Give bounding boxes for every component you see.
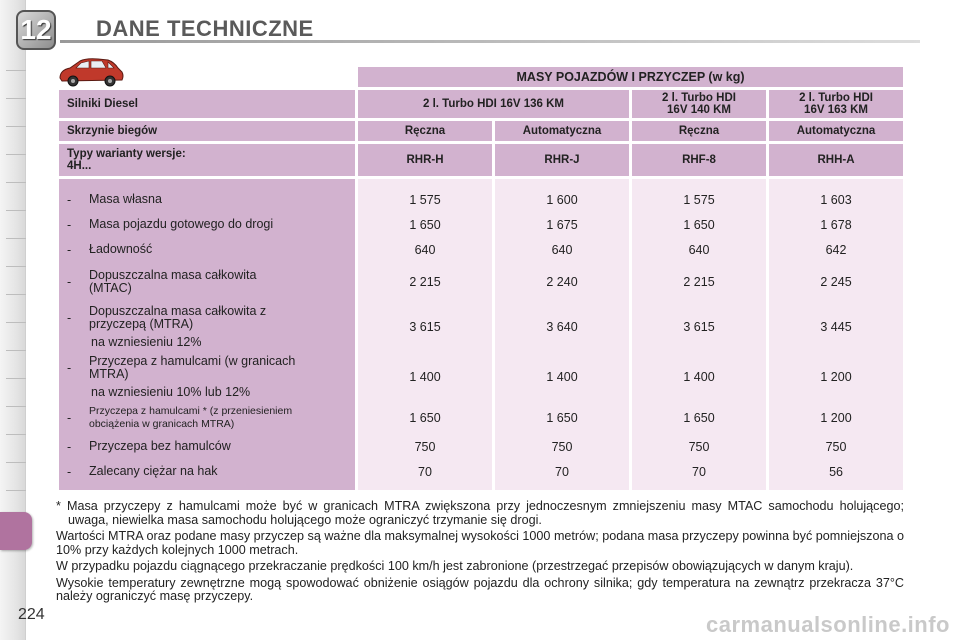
type-2: RHR-J bbox=[495, 144, 629, 176]
row-value: 3 640 bbox=[546, 320, 578, 334]
engine-163-line1: 2 l. Turbo HDI bbox=[799, 92, 873, 104]
value-column-2 bbox=[495, 179, 629, 490]
row-dash: - bbox=[67, 361, 72, 375]
binder-edge bbox=[0, 0, 26, 640]
row-dash: - bbox=[67, 439, 72, 454]
row-label-line bbox=[65, 305, 349, 331]
row-value: 2 215 bbox=[683, 275, 715, 289]
row-value: 56 bbox=[829, 464, 843, 479]
row-sublabel: na wzniesieniu 12% bbox=[91, 335, 202, 349]
engine-163-line2: 16V 163 KM bbox=[804, 104, 868, 116]
engine-label: Silniki Diesel bbox=[59, 90, 355, 118]
row-label-line bbox=[65, 193, 349, 207]
engine-136-text: 2 l. Turbo HDI 16V 136 KM bbox=[422, 98, 564, 110]
note-speed: W przypadku pojazdu ciągnącego przekraczanie prędkości 100 km/h jest zabronione (przestrzegać przepisów obowiązujących w danym kraju). bbox=[56, 559, 854, 573]
row-dash: - bbox=[67, 242, 72, 257]
mass-table bbox=[56, 64, 906, 493]
row-label-text bbox=[89, 465, 218, 478]
value-column-4 bbox=[769, 179, 903, 490]
row-value: 640 bbox=[688, 242, 710, 257]
row-label bbox=[65, 434, 349, 459]
row-label-part: Przyczepa z hamulcami * (z przeniesieniem bbox=[89, 405, 293, 417]
row-dash: - bbox=[67, 275, 72, 289]
edge-notch bbox=[6, 70, 26, 71]
row-label-part: obciążenia w granicach MTRA) bbox=[89, 418, 235, 430]
engine-140 bbox=[632, 90, 766, 118]
engine-row bbox=[59, 90, 903, 118]
row-label bbox=[65, 402, 349, 434]
row-dash: - bbox=[67, 464, 72, 479]
chapter-number: 12 bbox=[20, 14, 52, 45]
row-value: 1 575 bbox=[409, 192, 441, 207]
watermark: carmanualsonline.info bbox=[706, 612, 950, 637]
row-value: 1 603 bbox=[820, 192, 852, 207]
edge-notch bbox=[6, 210, 26, 211]
row-sublabel: na wzniesieniu 10% lub 12% bbox=[91, 385, 251, 399]
row-value: 750 bbox=[551, 439, 573, 454]
edge-notch bbox=[6, 98, 26, 99]
row-label-text bbox=[89, 305, 266, 331]
row-value: 1 575 bbox=[683, 192, 715, 207]
engine-140-line1: 2 l. Turbo HDI bbox=[662, 92, 736, 104]
edge-notch bbox=[6, 238, 26, 239]
edge-notch bbox=[6, 462, 26, 463]
edge-notch bbox=[6, 126, 26, 127]
row-label bbox=[65, 459, 349, 484]
row-value: 70 bbox=[418, 464, 432, 479]
gearbox-label: Skrzynie biegów bbox=[59, 121, 355, 141]
row-label-part: Przyczepa z hamulcami (w granicach bbox=[89, 354, 296, 368]
data-body bbox=[59, 179, 903, 490]
row-value: 1 675 bbox=[546, 217, 578, 232]
row-label-text bbox=[89, 355, 295, 381]
row-value: 1 650 bbox=[546, 411, 578, 425]
note-altitude: Wartości MTRA oraz podane masy przyczep są ważne dla maksymalnej wysokości 1000 metrów; podana masa przyczepy powinna być pomniejszona o 10% przy każdych kolejnych 1000 metrach. bbox=[56, 529, 904, 557]
row-label-part: Masa własna bbox=[89, 192, 162, 206]
types-label-line2: 4H... bbox=[67, 160, 92, 172]
row-label bbox=[65, 302, 349, 352]
row-label-text bbox=[89, 269, 256, 295]
row-value: 750 bbox=[825, 439, 847, 454]
note-temperature: Wysokie temperatury zewnętrzne mogą spowodować obniżenie osiągów pojazdu dla ochrony silnika; gdy temperatura na zewnątrz przekracza 37°C należy ograniczyć masę przyczepy. bbox=[56, 575, 904, 603]
gearbox-1: Ręczna bbox=[358, 121, 492, 141]
row-label-part: Ładowność bbox=[89, 242, 153, 256]
row-label bbox=[65, 262, 349, 302]
row-label-line bbox=[65, 243, 349, 257]
row-label bbox=[65, 212, 349, 237]
row-label-line bbox=[65, 465, 349, 479]
chapter-badge bbox=[16, 10, 56, 50]
gearbox-row bbox=[59, 121, 903, 141]
row-value: 1 200 bbox=[820, 370, 852, 384]
value-column-3 bbox=[632, 179, 766, 490]
edge-notch bbox=[6, 182, 26, 183]
edge-notch bbox=[6, 434, 26, 435]
row-value: 1 400 bbox=[409, 370, 441, 384]
engine-136 bbox=[358, 90, 629, 118]
row-value: 1 400 bbox=[683, 370, 715, 384]
row-value: 1 650 bbox=[409, 217, 441, 232]
row-label-part: (MTAC) bbox=[89, 281, 132, 295]
row-label bbox=[65, 237, 349, 262]
row-value: 1 650 bbox=[409, 411, 441, 425]
chapter-tab[interactable] bbox=[0, 512, 32, 550]
footnote: * Masa przyczepy z hamulcami może być w granicach MTRA zwiększona przy jednoczesnym zmniejszeniu masy MTAC samochodu holującego; uwaga, niewielka masa samochodu holującego może ograniczyć trzymanie się drogi. bbox=[56, 499, 904, 527]
row-value: 1 200 bbox=[820, 411, 852, 425]
row-label-text bbox=[89, 218, 273, 231]
row-value: 1 600 bbox=[546, 192, 578, 207]
type-1: RHR-H bbox=[358, 144, 492, 176]
page-title: DANE TECHNICZNE bbox=[96, 16, 314, 41]
row-label-part: przyczepą (MTRA) bbox=[89, 317, 194, 331]
gearbox-2: Automatyczna bbox=[495, 121, 629, 141]
row-value: 640 bbox=[414, 242, 436, 257]
row-value: 1 678 bbox=[820, 217, 852, 232]
row-dash: - bbox=[67, 411, 72, 425]
type-4: RHH-A bbox=[769, 144, 903, 176]
edge-notch bbox=[6, 322, 26, 323]
type-row bbox=[59, 144, 903, 176]
row-label-text bbox=[89, 193, 162, 206]
row-label-part: Masa pojazdu gotowego do drogi bbox=[89, 217, 274, 231]
edge-notch bbox=[6, 266, 26, 267]
value-column-1 bbox=[358, 179, 492, 490]
row-label-text bbox=[89, 405, 292, 431]
row-dash: - bbox=[67, 311, 72, 325]
row-value: 1 650 bbox=[683, 411, 715, 425]
table-banner: MASY POJAZDÓW I PRZYCZEP (w kg) bbox=[358, 67, 903, 87]
row-label-part: Dopuszczalna masa całkowita z bbox=[89, 304, 267, 318]
row-value: 3 615 bbox=[683, 320, 715, 334]
engine-140-line2: 16V 140 KM bbox=[667, 104, 731, 116]
edge-notch bbox=[6, 294, 26, 295]
row-dash: - bbox=[67, 192, 72, 207]
edge-notch bbox=[6, 490, 26, 491]
row-value: 2 215 bbox=[409, 275, 441, 289]
edge-notch bbox=[6, 406, 26, 407]
page-number: 224 bbox=[18, 606, 45, 623]
row-value: 1 400 bbox=[546, 370, 578, 384]
types-label bbox=[59, 144, 355, 176]
label-column bbox=[59, 179, 355, 490]
row-value: 750 bbox=[414, 439, 436, 454]
edge-notch bbox=[6, 154, 26, 155]
edge-notch bbox=[6, 350, 26, 351]
row-value: 750 bbox=[688, 439, 710, 454]
row-value: 2 240 bbox=[546, 275, 578, 289]
row-value: 642 bbox=[825, 242, 847, 257]
row-label-part: Przyczepa bez hamulców bbox=[89, 439, 231, 453]
row-label-line bbox=[65, 440, 349, 454]
type-3: RHF-8 bbox=[632, 144, 766, 176]
row-value: 3 445 bbox=[820, 320, 852, 334]
edge-notch bbox=[6, 378, 26, 379]
row-value: 2 245 bbox=[820, 275, 852, 289]
row-label-line bbox=[65, 405, 349, 431]
row-label-part: Dopuszczalna masa całkowita bbox=[89, 268, 257, 282]
banner-gap bbox=[59, 67, 355, 87]
row-dash: - bbox=[67, 217, 72, 232]
row-value: 70 bbox=[692, 464, 706, 479]
gearbox-3: Ręczna bbox=[632, 121, 766, 141]
gearbox-4: Automatyczna bbox=[769, 121, 903, 141]
row-value: 640 bbox=[551, 242, 573, 257]
row-label-text bbox=[89, 440, 231, 453]
row-value: 3 615 bbox=[409, 320, 441, 334]
types-label-line1: Typy warianty wersje: bbox=[67, 148, 186, 160]
row-label-part: Zalecany ciężar na hak bbox=[89, 464, 218, 478]
row-label-line bbox=[65, 218, 349, 232]
engine-163 bbox=[769, 90, 903, 118]
row-label bbox=[65, 187, 349, 212]
row-label-line bbox=[65, 269, 349, 295]
row-label bbox=[65, 352, 349, 402]
notes bbox=[56, 500, 904, 607]
row-label-line bbox=[65, 355, 349, 381]
row-value: 1 650 bbox=[683, 217, 715, 232]
row-label-part: MTRA) bbox=[89, 367, 129, 381]
row-value: 70 bbox=[555, 464, 569, 479]
row-label-text bbox=[89, 243, 152, 256]
